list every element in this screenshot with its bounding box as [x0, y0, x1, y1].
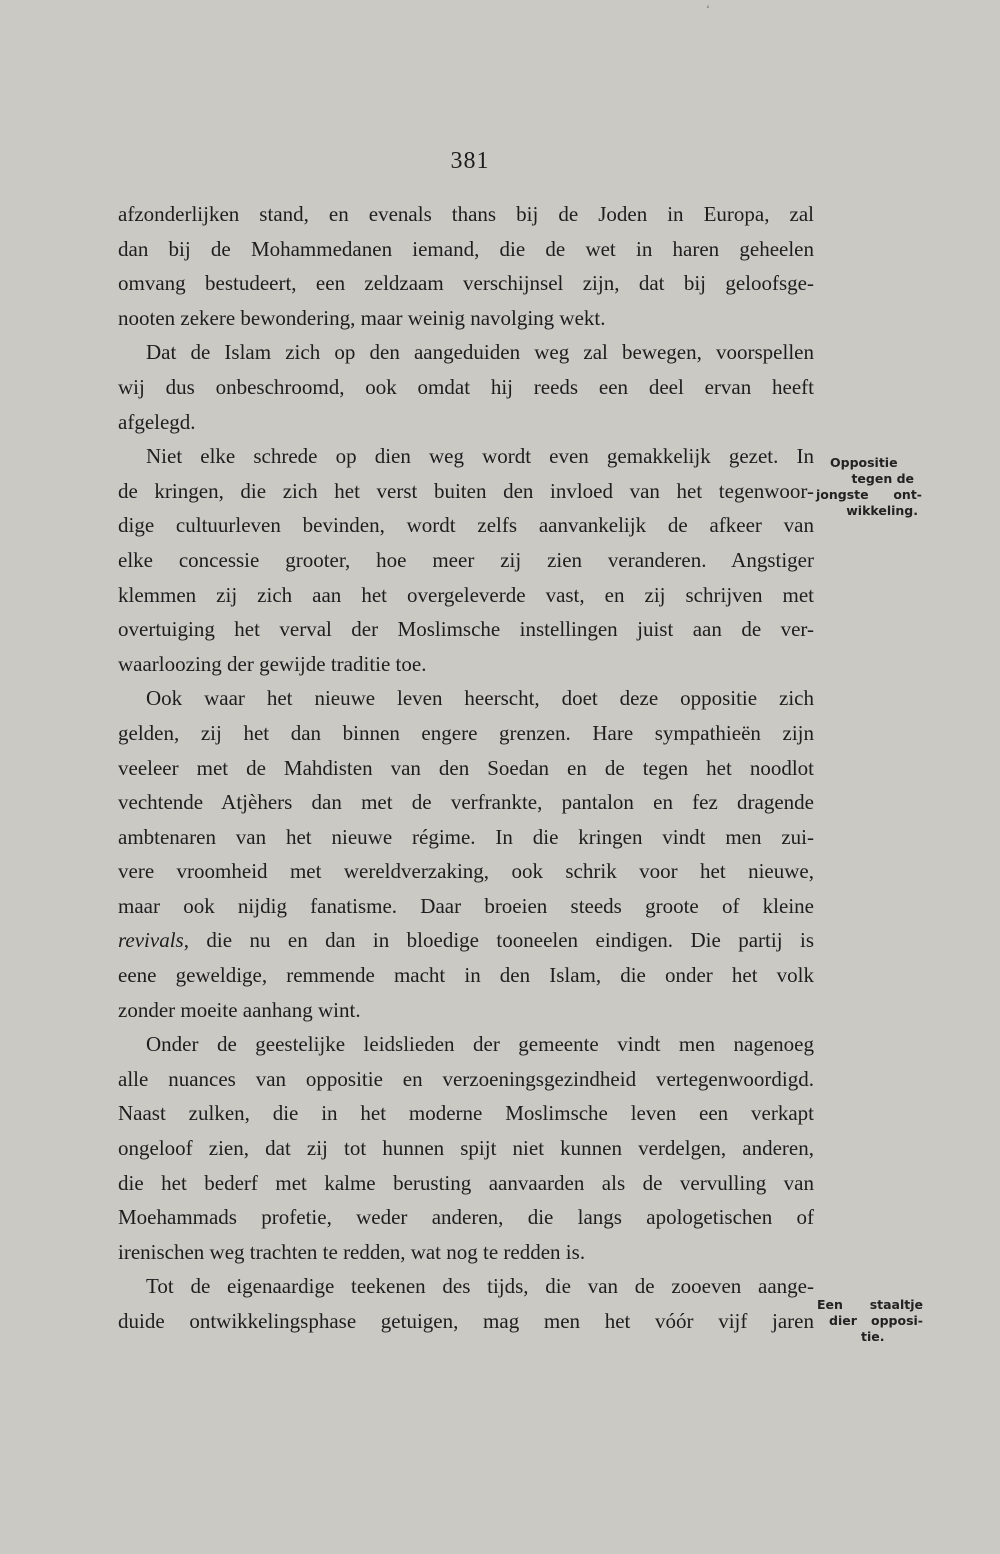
margin-note-line: wikkeling.: [846, 503, 918, 518]
text-line: omvang bestudeert, een zeldzaam verschijnsel zijn, dat bij geloofsge-: [118, 271, 814, 296]
text-line: dige cultuurleven bevinden, wordt zelfs aanvankelijk de afkeer van: [118, 513, 814, 538]
text-line: maar ook nijdig fanatisme. Daar broeien steeds groote of kleine: [118, 893, 814, 918]
text-line: alle nuances van oppositie en verzoeningsgezindheid vertegenwoordigd.: [118, 1066, 814, 1091]
page-number: 381: [450, 148, 490, 174]
text-line: afzonderlijken stand, en evenals thans bij de Joden in Europa, zal: [118, 202, 814, 226]
page-speck: ‘: [706, 2, 710, 16]
margin-note-line: dier opposi-: [829, 1313, 923, 1328]
text-line: ambtenaren van het nieuwe régime. In die kringen vindt men zui-: [118, 824, 814, 849]
text-line: klemmen zij zich aan het overgeleverde vast, en zij schrijven met: [118, 582, 814, 607]
margin-note-opposition: [816, 455, 922, 519]
text-line: ongeloof zien, dat zij tot hunnen spijt niet kunnen verdelgen, anderen,: [118, 1136, 814, 1161]
text-line: waarloozing der gewijde traditie toe.: [118, 651, 427, 676]
text-line: wij dus onbeschroomd, ook omdat hij reeds een deel ervan heeft: [118, 374, 814, 399]
text-line: overtuiging het verval der Moslimsche instellingen juist aan de ver-: [118, 617, 814, 642]
text-line: die het bederf met kalme berusting aanvaarden als de vervulling van: [118, 1170, 814, 1195]
text-line: dan bij de Mohammedanen iemand, die de wet in haren geheelen: [118, 236, 814, 261]
margin-note-line: tegen de: [851, 471, 914, 486]
margin-note-line: jongste ont-: [816, 487, 922, 502]
margin-note-line: Oppositie: [830, 455, 898, 470]
text-line: Onder de geestelijke leidslieden der gemeente vindt men nagenoeg: [146, 1032, 814, 1057]
text-line: Ook waar het nieuwe leven heerscht, doet deze oppositie zich: [146, 686, 814, 711]
text-line: vechtende Atjèhers dan met de verfrankte, pantalon en fez dragende: [118, 790, 814, 815]
text-line: Dat de Islam zich op den aangeduiden weg zal bewegen, voorspellen: [146, 340, 814, 365]
text-line: afgelegd.: [118, 409, 196, 434]
text-line: Moehammads profetie, weder anderen, die langs apologetischen of: [118, 1205, 814, 1230]
text-line: revivals, die nu en dan in bloedige tooneelen eindigen. Die partij is: [118, 928, 814, 953]
text-line: zonder moeite aanhang wint.: [118, 997, 361, 1022]
text-line: vere vroomheid met wereldverzaking, ook schrik voor het nieuwe,: [118, 859, 814, 884]
text-line: de kringen, die zich het verst buiten den invloed van het tegenwoor-: [118, 478, 814, 503]
body-text: [118, 197, 814, 1339]
text-line: elke concessie grooter, hoe meer zij zien veranderen. Angstiger: [118, 547, 814, 572]
margin-note-example: [817, 1297, 923, 1345]
text-line: Niet elke schrede op dien weg wordt even gemakkelijk gezet. In: [146, 444, 814, 469]
text-line: duide ontwikkelingsphase getuigen, mag men het vóór vijf jaren: [118, 1309, 814, 1333]
text-line: Tot de eigenaardige teekenen des tijds, die van de zooeven aange-: [146, 1274, 814, 1299]
text-line: gelden, zij het dan binnen engere grenzen. Hare sympathieën zijn: [118, 720, 814, 745]
text-line: irenischen weg trachten te redden, wat nog te redden is.: [118, 1239, 586, 1264]
text-line: eene geweldige, remmende macht in den Islam, die onder het volk: [118, 963, 814, 988]
text-line: Naast zulken, die in het moderne Moslimsche leven een verkapt: [118, 1101, 814, 1126]
margin-note-line: tie.: [861, 1329, 885, 1344]
text-line: nooten zekere bewondering, maar weinig navolging wekt.: [118, 305, 606, 330]
margin-note-line: Een staaltje: [817, 1297, 923, 1312]
text-line: veeleer met de Mahdisten van den Soedan en de tegen het noodlot: [118, 755, 814, 780]
